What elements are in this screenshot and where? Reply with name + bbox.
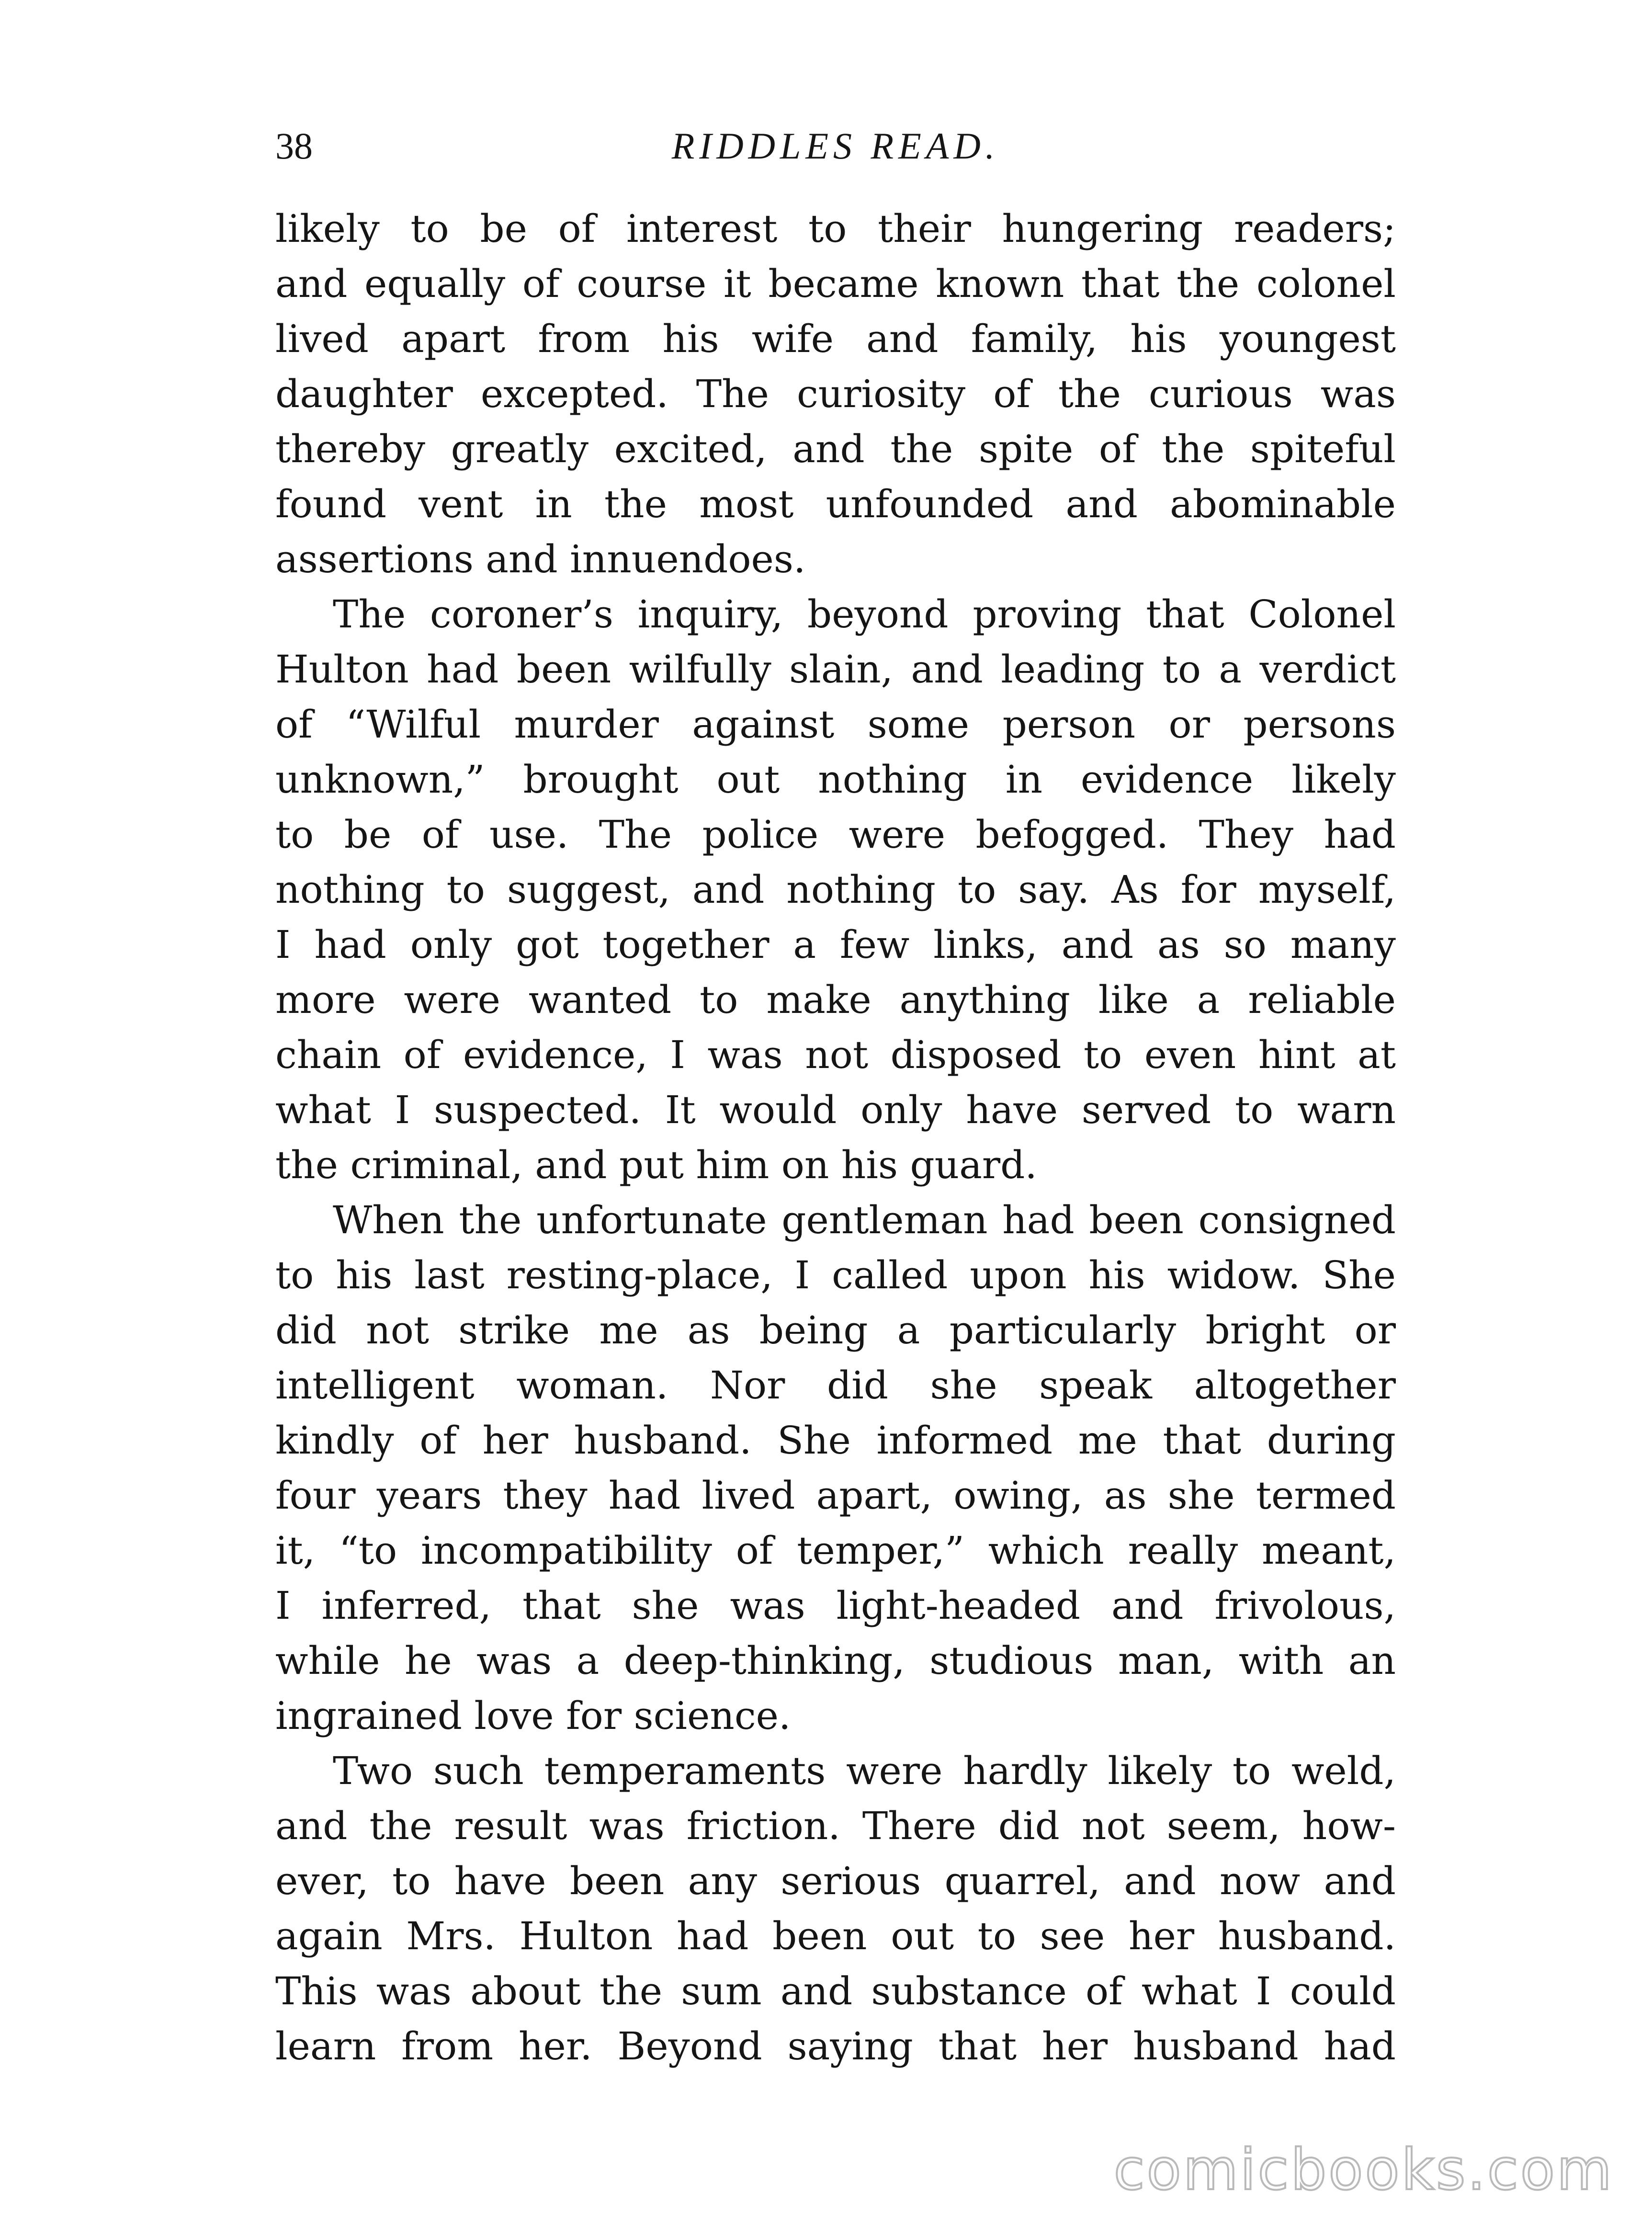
text-line: what I suspected. It would only have served to warn [275, 1088, 1396, 1132]
text-line: four years they had lived apart, owing, as she termed [275, 1473, 1396, 1518]
paragraph-start-line: When the unfortunate gentleman had been consigned [333, 1198, 1396, 1242]
text-line: and the result was friction. There did not seem, how- [275, 1804, 1396, 1848]
body-text [275, 201, 1396, 2074]
page-number: 38 [275, 125, 313, 167]
text-line: and equally of course it became known that the colonel [275, 261, 1396, 306]
text-line: I had only got together a few links, and as so many [275, 922, 1396, 967]
text-line: to be of use. The police were befogged. They had [275, 812, 1396, 857]
paragraph-start-line: Two such temperaments were hardly likely to weld, [333, 1749, 1396, 1793]
text-line: found vent in the most unfounded and abominable [275, 482, 1396, 526]
text-line: unknown,” brought out nothing in evidence likely [275, 757, 1396, 802]
text-line: I inferred, that she was light-headed and frivolous, [275, 1583, 1396, 1628]
text-line: learn from her. Beyond saying that her husband had [275, 2024, 1396, 2068]
text-line: intelligent woman. Nor did she speak altogether [275, 1363, 1396, 1408]
text-line: thereby greatly excited, and the spite of the spiteful [275, 427, 1396, 471]
text-line: the criminal, and put him on his guard. [275, 1143, 1037, 1187]
text-line: ever, to have been any serious quarrel, and now and [275, 1859, 1396, 1903]
text-line: did not strike me as being a particularly bright or [275, 1308, 1396, 1352]
text-line: This was about the sum and substance of what I could [275, 1969, 1396, 2013]
text-line: Hulton had been wilfully slain, and leading to a verdict [275, 647, 1396, 692]
running-title: RIDDLES READ. [671, 125, 1000, 167]
text-line: of “Wilful murder against some person or persons [275, 702, 1396, 747]
text-line: while he was a deep-thinking, studious man, with an [275, 1638, 1396, 1683]
text-line: to his last resting-place, I called upon his widow. She [275, 1253, 1396, 1297]
site-watermark: comicbooks.com [1113, 2136, 1614, 2203]
text-line: it, “to incompatibility of temper,” which really meant, [275, 1528, 1396, 1573]
text-line: assertions and innuendoes. [275, 537, 806, 581]
text-line: more were wanted to make anything like a reliable [275, 977, 1396, 1022]
text-line: kindly of her husband. She informed me that during [275, 1418, 1396, 1463]
text-line: likely to be of interest to their hungering readers; [275, 206, 1396, 251]
text-line: chain of evidence, I was not disposed to even hint at [275, 1033, 1396, 1077]
text-line: ingrained love for science. [275, 1693, 791, 1738]
text-line: nothing to suggest, and nothing to say. As for myself, [275, 867, 1396, 912]
paragraph-start-line: The coroner’s inquiry, beyond proving that Colonel [333, 592, 1396, 636]
text-line: again Mrs. Hulton had been out to see her husband. [275, 1914, 1396, 1958]
running-head [275, 122, 1396, 180]
text-line: daughter excepted. The curiosity of the curious was [275, 372, 1396, 416]
text-line: lived apart from his wife and family, his youngest [275, 317, 1396, 361]
